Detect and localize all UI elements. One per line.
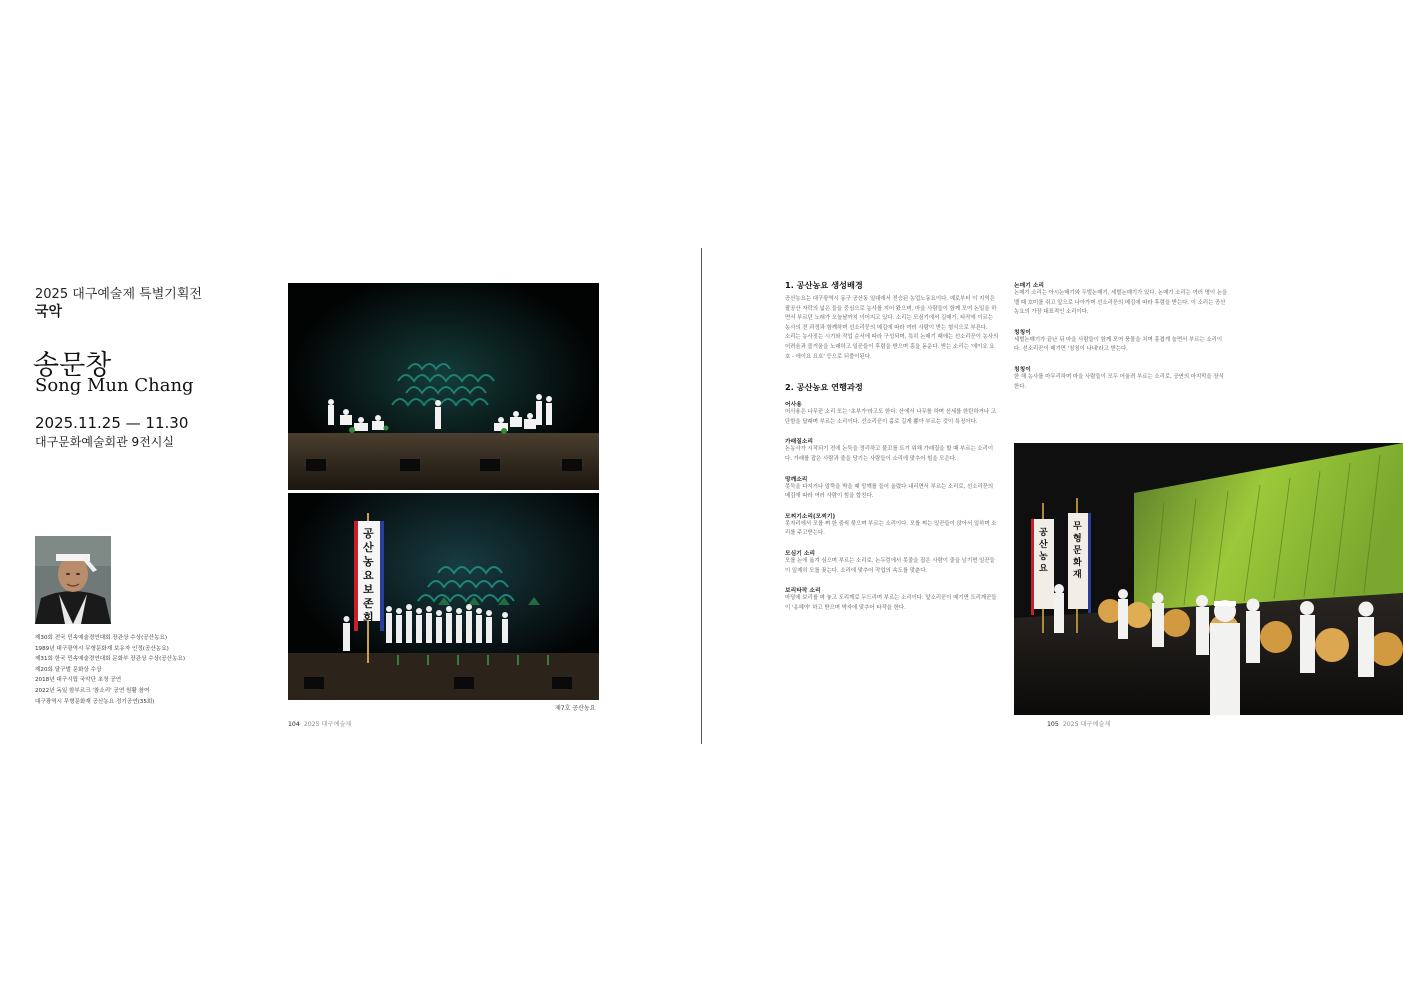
svg-text:산: 산	[1039, 540, 1048, 550]
svg-text:존: 존	[363, 597, 374, 610]
page-number: 104	[288, 721, 300, 728]
bio-line: 1989년 대구광역시 무형문화재 보유자 인정(공산농요)	[35, 645, 169, 652]
part-title: 모심기 소리	[785, 550, 816, 557]
part-block	[785, 399, 999, 427]
part-block	[785, 436, 999, 464]
part-title: 가래질소리	[785, 439, 813, 446]
part-title: 칭칭이	[1014, 366, 1031, 373]
part-body: 논매기 소리는 아시논매기와 두벌논매기, 세벌논매기가 있다. 논매기 소리는 여러 명이 논을 맬 때 호미를 쥐고 앞으로 나아가며 선소리꾼의 메김에 따라 후렴을 받는다. 이 소리는 공산농요의 가장 대표적인 소리이다.	[1014, 290, 1228, 316]
svg-text:농: 농	[1039, 552, 1048, 562]
svg-text:공: 공	[363, 527, 374, 540]
part-block	[785, 511, 999, 539]
artist-name-korean: 송문창	[33, 350, 112, 381]
part-title: 칭칭이	[1014, 329, 1031, 336]
part-title: 망깨소리	[785, 476, 808, 483]
part-body: 못둑을 다지거나 말뚝을 박을 때 망깨를 들어 올렸다 내리면서 부르는 소리로, 선소리꾼의 메김에 따라 여러 사람이 힘을 합친다.	[785, 483, 994, 500]
artist-bio	[35, 633, 275, 707]
svg-text:보: 보	[363, 583, 374, 596]
part-title: 보리타작 소리	[785, 588, 821, 595]
part-body: 논농사가 시작되기 전에 논둑을 정리하고 물꼬를 트기 위해 가래질을 할 때 부르는 소리이다. 가래를 잡은 사람과 줄을 당기는 사람들이 소리에 맞추어 힘을 모은다.	[785, 446, 994, 462]
part-title: 어사용	[785, 402, 802, 409]
left-page-folio	[288, 719, 351, 728]
publication-name: 2025 대구예술제	[303, 721, 352, 728]
part-body: 마당에 보리를 펴 놓고 도리깨로 두드리며 부르는 소리이다. 앞소리꾼이 메기면 도리깨꾼들이 '옹헤야' 하고 받으며 박자에 맞추어 타작을 한다.	[785, 595, 997, 611]
performance-photo-top	[288, 283, 599, 490]
section-heading: 2. 공산농요 연행과정	[785, 382, 863, 393]
right-page-folio	[1047, 719, 1110, 728]
bio-line: 제30회 전국 민속예술경연대회 장관상 수상(공산농요)	[35, 635, 168, 641]
part-block	[1014, 327, 1228, 355]
bio-line: 2022년 독일 함부르크 '참소리' 공연 원활 참여	[35, 687, 150, 694]
svg-text:회: 회	[363, 611, 374, 624]
publication-name: 2025 대구예술제	[1062, 721, 1111, 728]
part-title: 모찌기소리(모찌기)	[785, 513, 836, 520]
page-number: 105	[1047, 721, 1059, 728]
part-block	[785, 585, 999, 613]
part-body: 못자리에서 모를 쪄 한 줌씩 묶으며 부르는 소리이다. 모를 찌는 일꾼들이 앉아서 일하며 소리를 주고받는다.	[785, 520, 997, 537]
bio-line: 제31회 한국 민속예술경연대회 문화부 장관상 수상(공산농요)	[35, 656, 186, 663]
right-column-1	[785, 280, 999, 613]
svg-text:산: 산	[363, 541, 374, 554]
svg-text:요: 요	[363, 569, 374, 582]
svg-text:문: 문	[1073, 546, 1082, 556]
exhibition-venue: 대구문화예술회관 9전시실	[35, 435, 174, 449]
artist-name-english: Song Mun Chang	[35, 375, 194, 396]
page-divider	[701, 248, 702, 744]
right-column-2	[1014, 280, 1228, 392]
svg-text:농: 농	[363, 555, 374, 568]
genre-title: 국악	[35, 304, 63, 320]
photo-caption: 제7호 공산농요	[555, 705, 596, 712]
part-block	[1014, 280, 1228, 318]
part-body: 모를 논에 옮겨 심으며 부르는 소리로, 논두렁에서 못줄을 잡은 사람이 줄을 넘기면 일꾼들이 일제히 모를 꽂는다. 소리에 맞추어 작업의 속도를 맞춘다.	[785, 557, 995, 574]
exhibition-dates: 2025.11.25 — 11.30	[35, 414, 189, 432]
svg-text:무: 무	[1073, 522, 1082, 532]
part-block	[785, 548, 999, 576]
section-body: 소리는 농사짓는 시기와 작업 순서에 따라 구성되며, 특히 논매기 때에는 선소리꾼이 농사의 어려움과 즐거움을 노래하고 일꾼들이 후렴을 받으며 흥을 돋운다. 받는 소리는 '에이요 요호 - 에이요 요호' 등으로 되풀이된다.	[785, 334, 999, 360]
svg-text:형: 형	[1073, 534, 1082, 544]
part-body: 한 해 농사를 마무리하며 마을 사람들이 모두 어울려 부르는 소리로, 공연의 마지막을 장식한다.	[1014, 373, 1224, 390]
bio-line: 2018년 대구시립 국악단 초청 공연	[35, 677, 122, 684]
bio-line: 대구광역시 무형문화재 공산농요 정기공연(35회)	[35, 698, 155, 705]
svg-text:재: 재	[1073, 570, 1082, 580]
bio-line: 제20회 달구벌 문화상 수상	[35, 666, 102, 673]
part-body: 세벌논매기가 끝난 뒤 마을 사람들이 함께 모여 풍물을 치며 흥겹게 놀면서 부르는 소리이다. 선소리꾼이 메기면 '칭칭이 나네'라고 받는다.	[1014, 336, 1223, 353]
svg-text:공: 공	[1039, 528, 1048, 538]
performance-photo-bottom	[288, 493, 599, 700]
svg-text:요: 요	[1039, 564, 1048, 574]
part-block	[1014, 364, 1228, 392]
svg-text:화: 화	[1073, 558, 1082, 568]
exhibition-kicker: 2025 대구예술제 특별기획전	[35, 287, 202, 302]
part-block	[785, 474, 999, 502]
section-heading: 1. 공산농요 생성배경	[785, 280, 863, 290]
section-body: 공산농요는 대구광역시 동구 공산동 일대에서 전승된 농업노동요이다. 예로부터 이 지역은 팔공산 자락의 넓은 들을 중심으로 농사를 지어 왔으며, 마을 사람들이 함께 모여 논일을 하면서 부르던 노래가 오늘날까지 이어지고 있다. 소리는 모심기에서 김매기, 타작에 이르는 농사의 전 과정과 함께하며 선소리꾼의 메김에 따라 여러 사람이 받는 형식으로 부른다.	[785, 296, 997, 331]
performance-photo-right	[1014, 443, 1403, 715]
artist-portrait	[35, 536, 111, 624]
part-title: 논매기 소리	[1014, 283, 1045, 289]
part-body: 어사용은 나무꾼 소리 또는 '초부가'라고도 한다. 산에서 나무를 하며 신세를 한탄하거나 고단함을 달래며 부르는 소리이다. 선소리꾼이 홀로 길게 뽑아 부르는 것이 특징이다.	[785, 409, 996, 425]
